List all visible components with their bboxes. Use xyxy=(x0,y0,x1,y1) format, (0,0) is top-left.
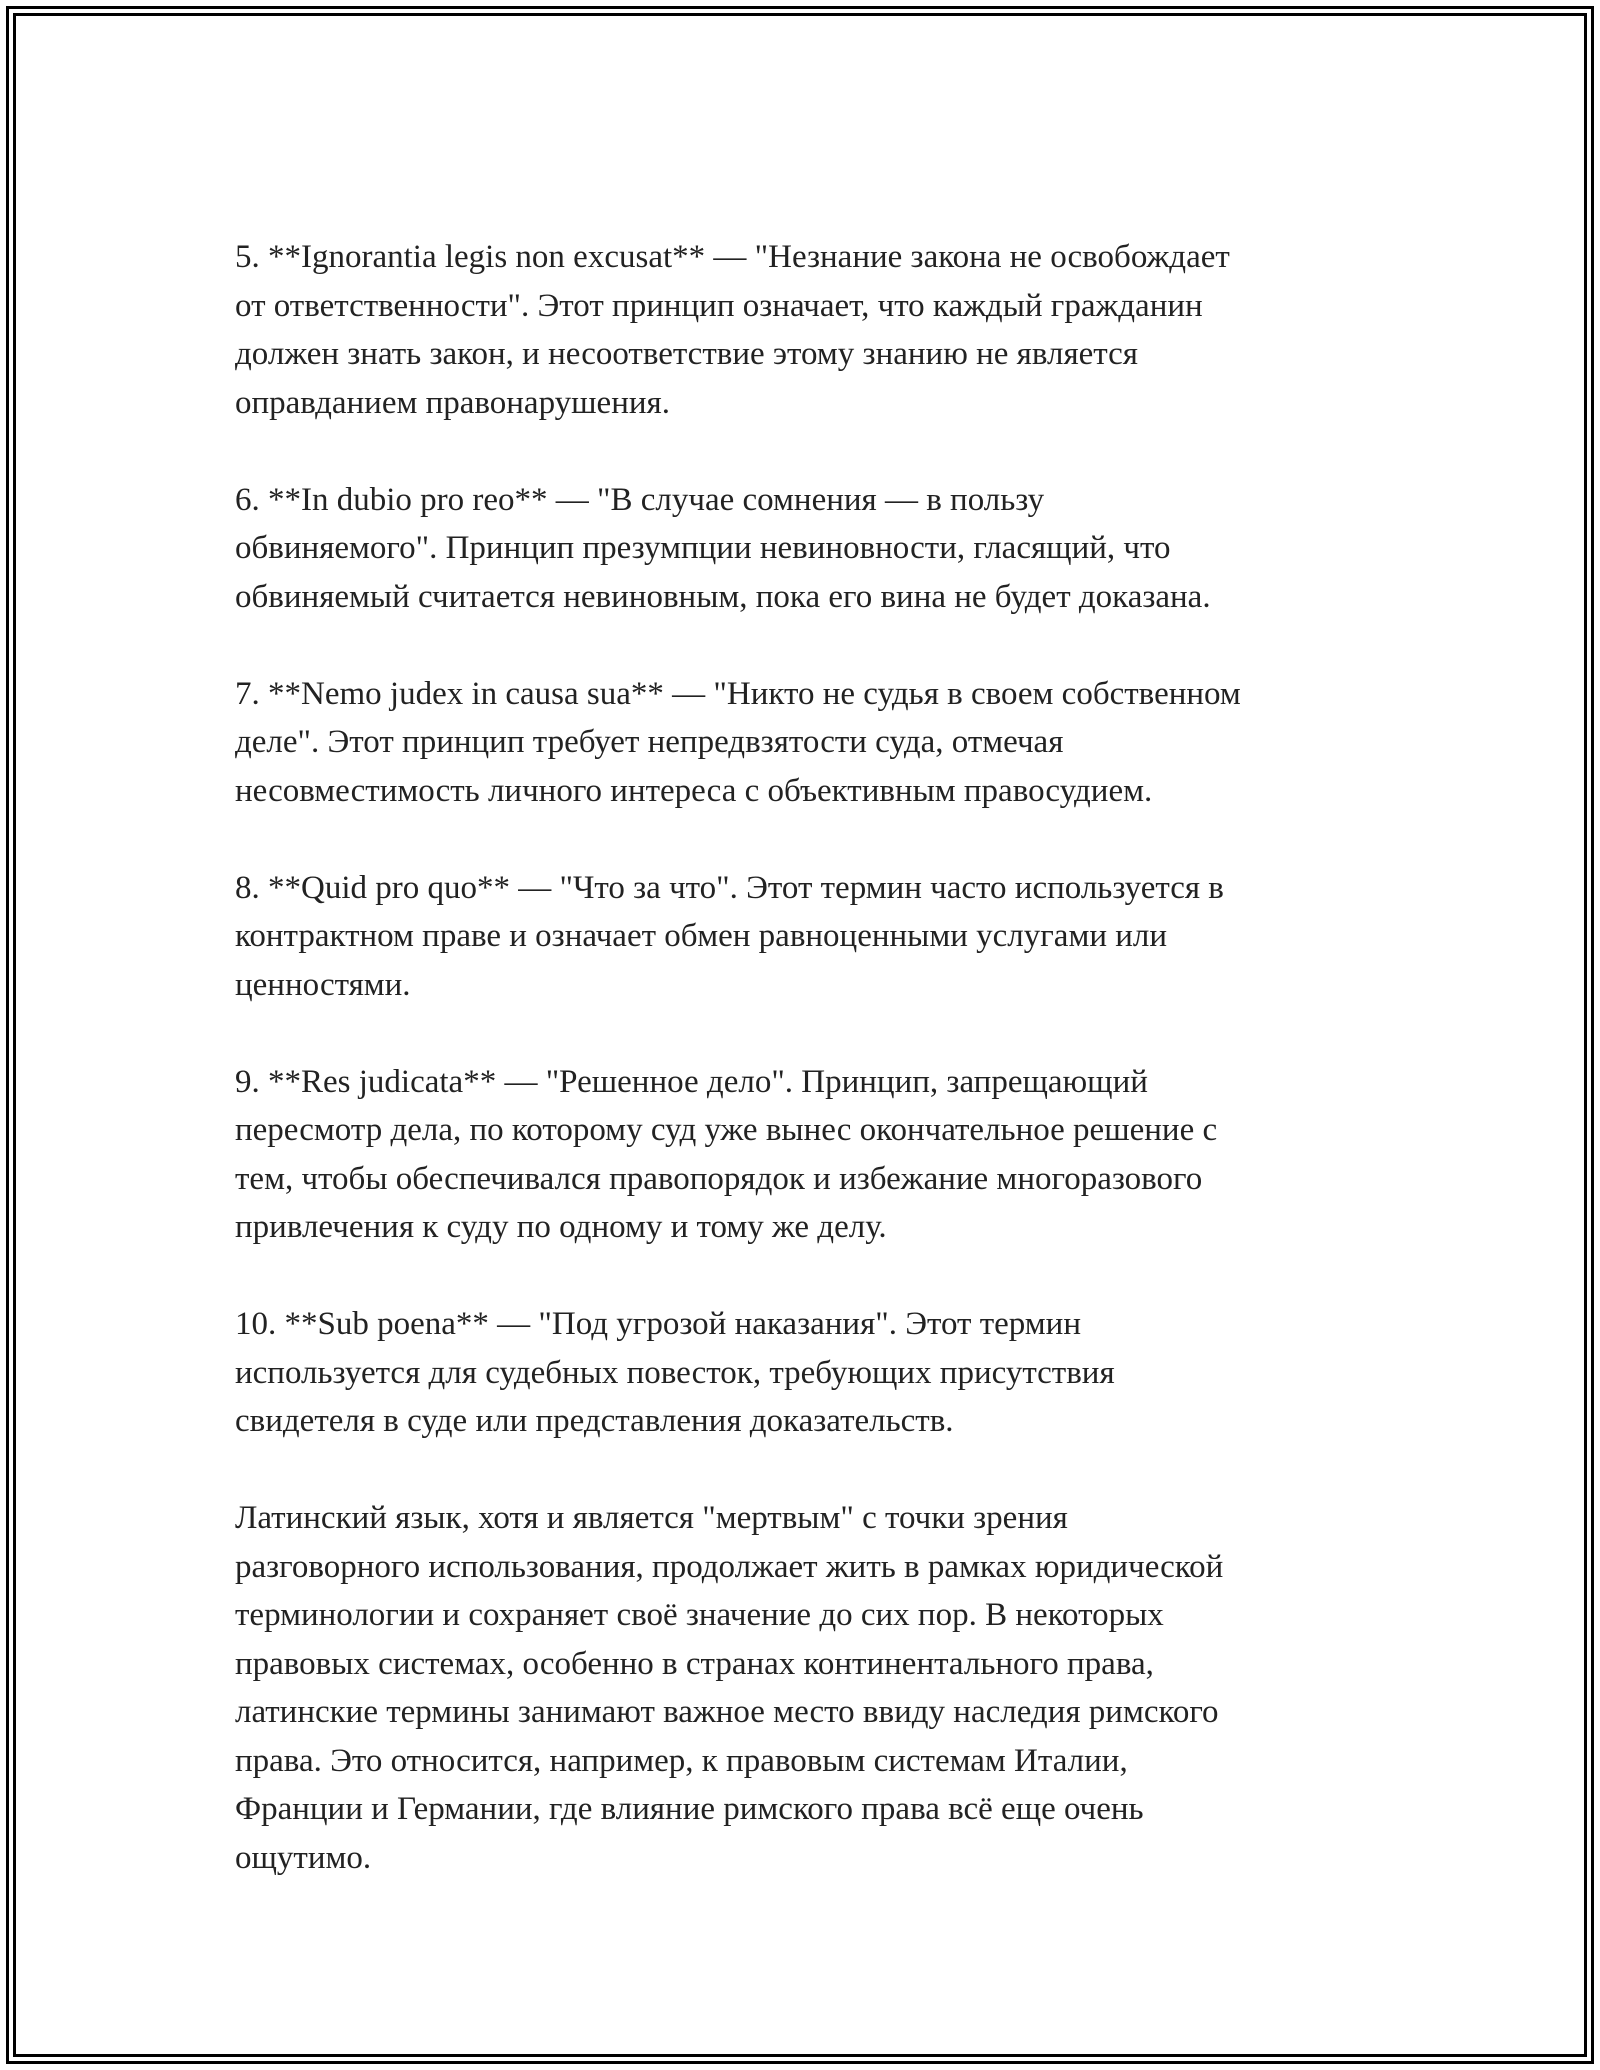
text-line: несовместимость личного интереса с объективным правосудием. xyxy=(235,772,1153,809)
paragraph-item-9 xyxy=(235,1058,1375,1252)
text-line: права. Это относится, например, к правовым системам Италии, xyxy=(235,1742,1128,1779)
text-line: контрактном праве и означает обмен равноценными услугами или xyxy=(235,918,1168,954)
text-line: используется для судебных повесток, требующих присутствия xyxy=(235,1354,1115,1391)
text-line: терминологии и сохраняет своё значение до сих пор. В некоторых xyxy=(235,1597,1164,1633)
paragraph-conclusion xyxy=(235,1494,1375,1882)
text-line: 7. **Nemo judex in causa sua** — "Никто не судья в своем собственном xyxy=(235,675,1241,712)
paragraph-item-6 xyxy=(235,476,1375,622)
text-line: ценностями. xyxy=(235,966,411,1003)
paragraph-item-8 xyxy=(235,864,1375,1010)
text-line: Франции и Германии, где влияние римского права всё еще очень xyxy=(235,1791,1144,1827)
paragraph-item-10 xyxy=(235,1300,1375,1446)
text-line: обвиняемый считается невиновным, пока его вина не будет доказана. xyxy=(235,578,1211,615)
text-line: ощутимо. xyxy=(235,1839,372,1876)
text-line: обвиняемого". Принцип презумпции невиновности, гласящий, что xyxy=(235,530,1171,566)
text-line: деле". Этот принцип требует непредвзятости суда, отмечая xyxy=(235,724,1064,760)
text-line: 5. **Ignorantia legis non excusat** — "Незнание закона не освобождает xyxy=(235,239,1230,275)
paragraph-item-7 xyxy=(235,670,1375,816)
text-line: должен знать закон, и несоответствие этому знанию не является xyxy=(235,336,1138,372)
text-line: свидетеля в суде или представления доказательств. xyxy=(235,1403,954,1439)
text-line: разговорного использования, продолжает жить в рамках юридической xyxy=(235,1548,1224,1585)
text-line: правовых системах, особенно в странах континентального права, xyxy=(235,1645,1154,1682)
text-line: 6. **In dubio pro reo** — "В случае сомнения — в пользу xyxy=(235,481,1045,518)
text-line: от ответственности". Этот принцип означает, что каждый гражданин xyxy=(235,287,1203,324)
text-line: Латинский язык, хотя и является "мертвым" с точки зрения xyxy=(235,1500,1068,1536)
text-line: 8. **Quid pro quo** — "Что за что". Этот термин часто используется в xyxy=(235,869,1224,906)
text-line: привлечения к суду по одному и тому же делу. xyxy=(235,1209,887,1245)
text-line: 10. **Sub poena** — "Под угрозой наказания". Этот термин xyxy=(235,1306,1081,1342)
text-line: латинские термины занимают важное место ввиду наследия римского xyxy=(235,1694,1219,1730)
text-line: пересмотр дела, по которому суд уже вынес окончательное решение с xyxy=(235,1112,1218,1148)
text-line: оправданием правонарушения. xyxy=(235,384,670,421)
document-body xyxy=(235,233,1375,1882)
text-line: 9. **Res judicata** — "Решенное дело". Принцип, запрещающий xyxy=(235,1063,1148,1100)
text-line: тем, чтобы обеспечивался правопорядок и избежание многоразового xyxy=(235,1160,1203,1197)
paragraph-item-5 xyxy=(235,233,1375,427)
